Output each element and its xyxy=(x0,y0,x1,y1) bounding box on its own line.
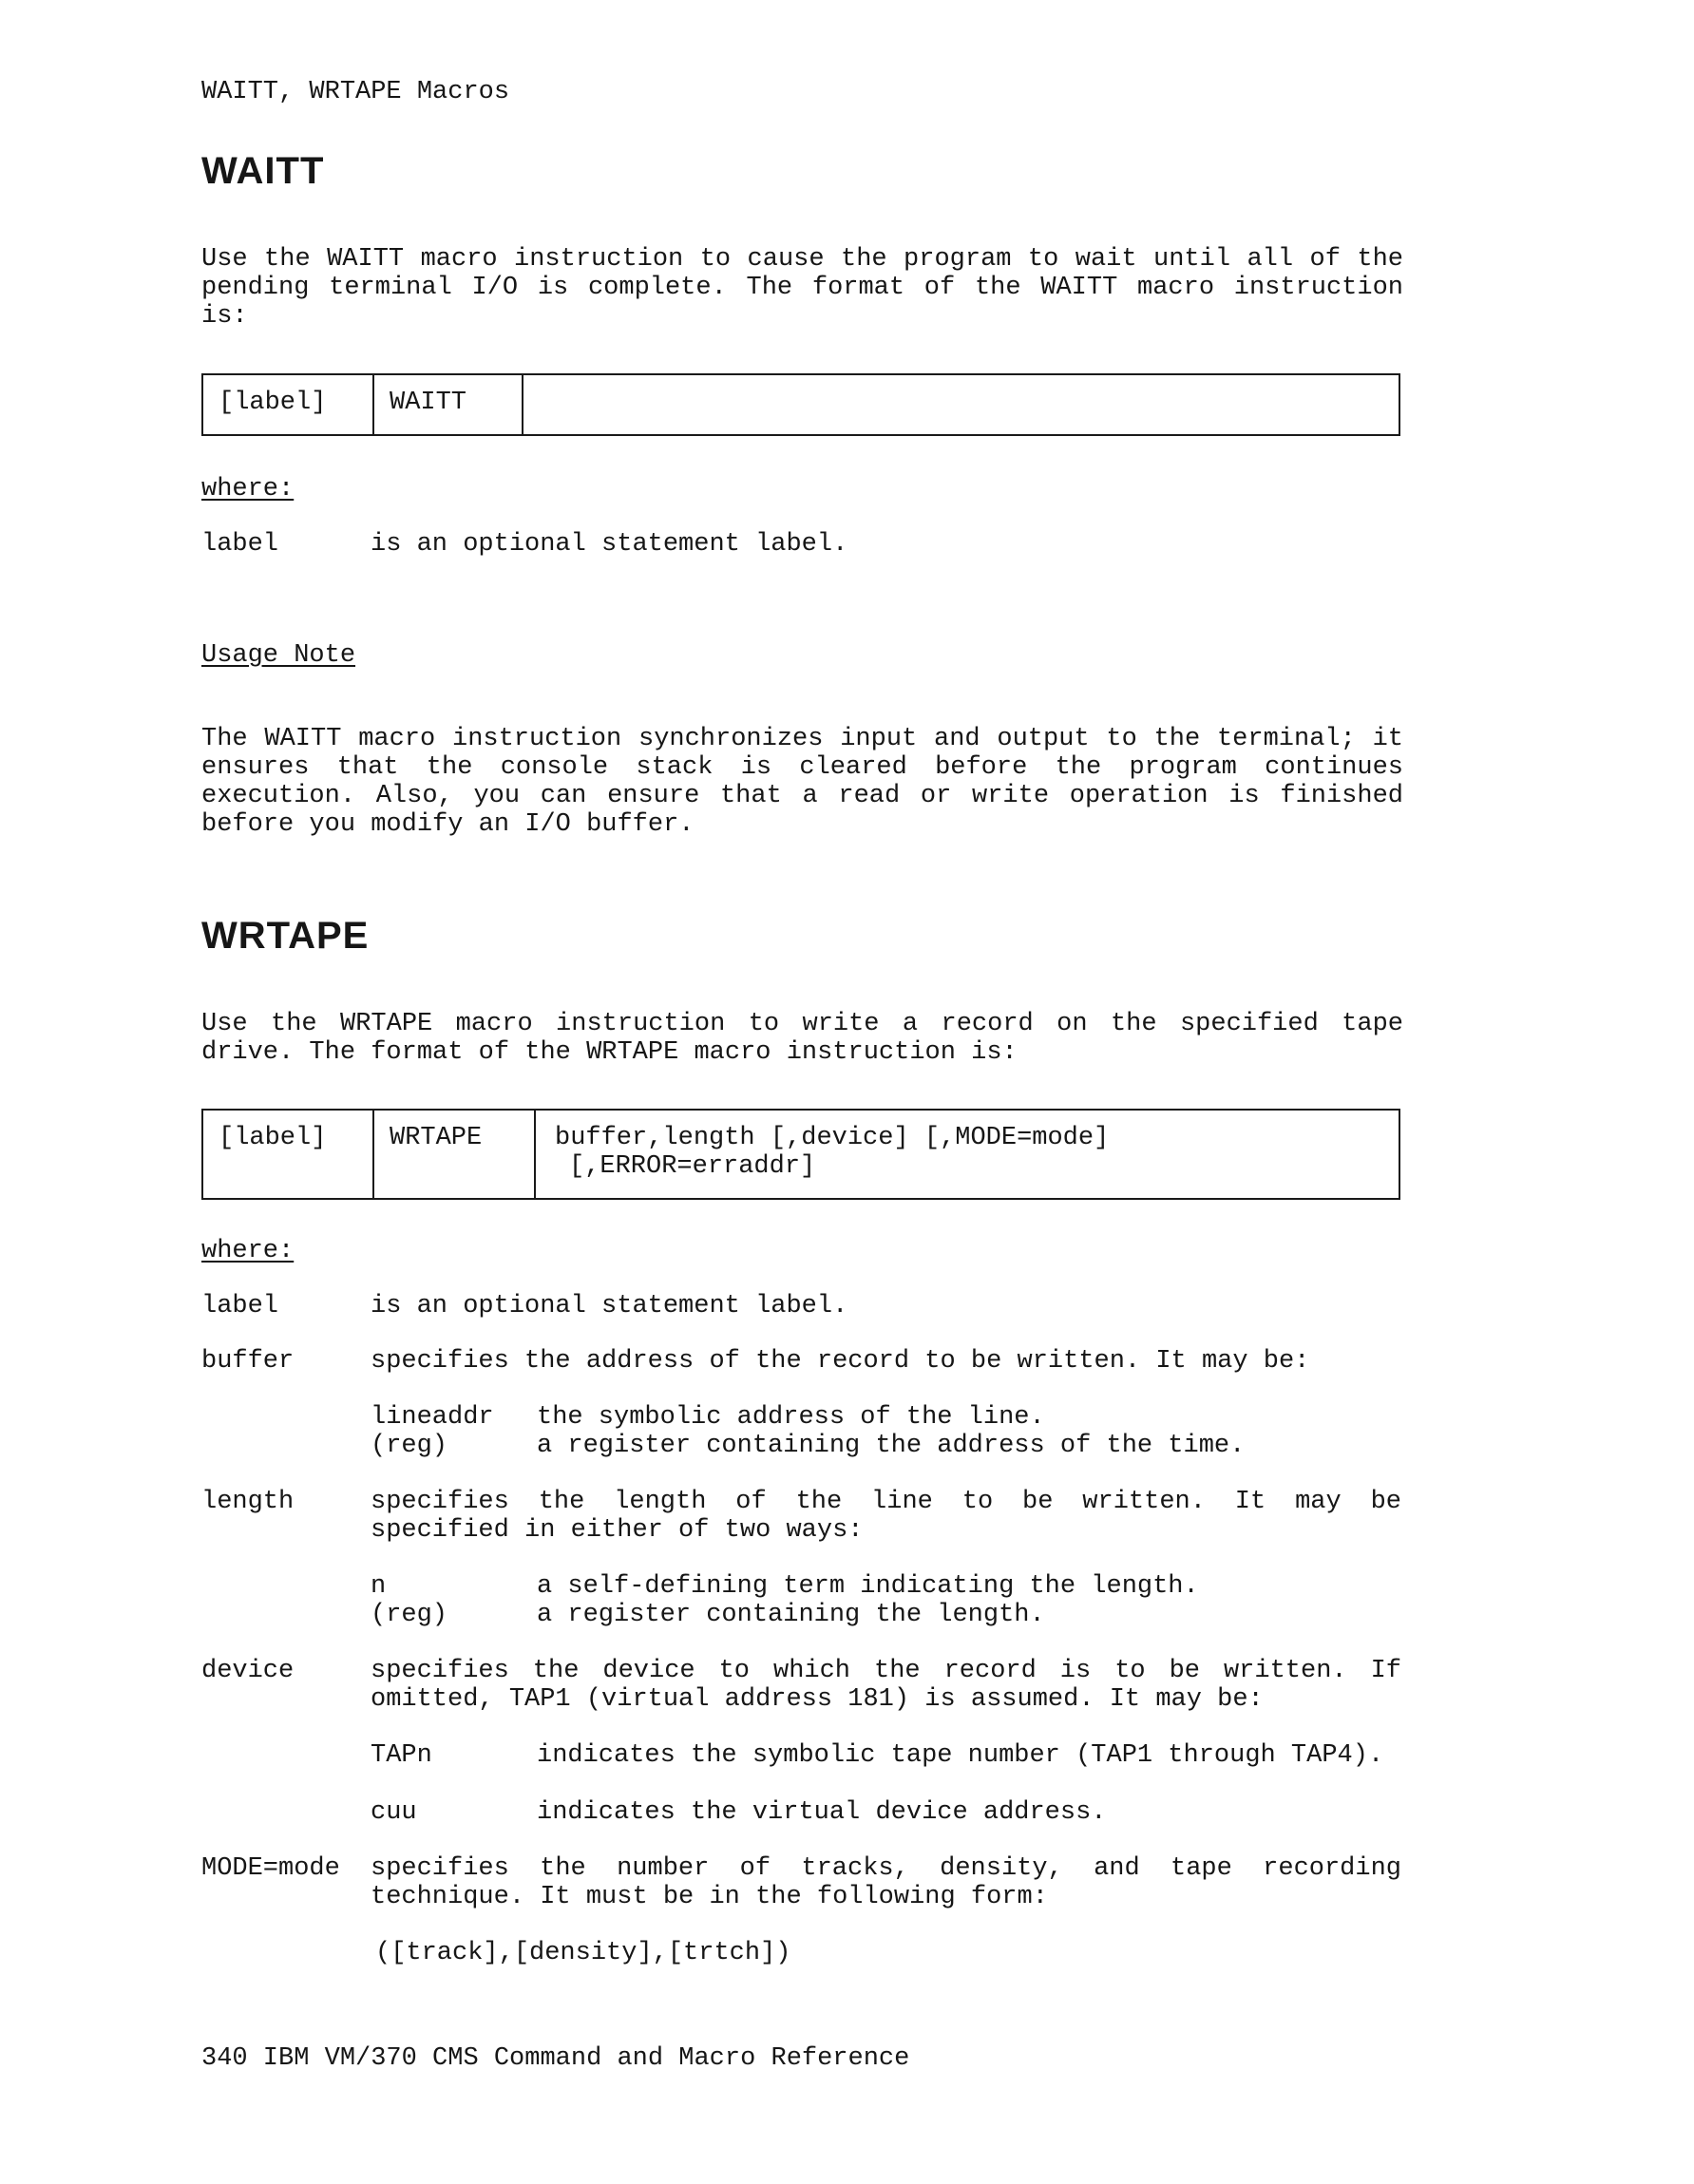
wrtape-syntax-operands-2: [,ERROR=erraddr] xyxy=(569,1152,816,1181)
wrtape-length-term: length xyxy=(201,1488,295,1516)
wrtape-mode-desc: specifies the number of tracks, density, and tape recording technique. It must be in the following form: xyxy=(371,1854,1401,1911)
wrtape-device-sub-term: cuu xyxy=(371,1798,417,1827)
running-head: WAITT, WRTAPE Macros xyxy=(201,78,510,106)
wrtape-mode-term: MODE=mode xyxy=(201,1854,340,1883)
wrtape-buffer-sub-term: lineaddr xyxy=(371,1403,494,1432)
wrtape-buffer-sub-term: (reg) xyxy=(371,1432,448,1460)
waitt-syntax-op: WAITT xyxy=(390,389,467,417)
wrtape-mode-form: ([track],[density],[trtch]) xyxy=(375,1939,791,1967)
wrtape-label-desc: is an optional statement label. xyxy=(371,1292,848,1320)
wrtape-buffer-sub-desc: a register containing the address of the time. xyxy=(537,1432,1246,1460)
waitt-syntax-label: [label] xyxy=(219,389,327,417)
wrtape-syntax-operands-1: buffer,length [,device] [,MODE=mode] xyxy=(555,1124,1110,1152)
wrtape-device-sub-desc: indicates the symbolic tape number (TAP1 through TAP4). xyxy=(537,1741,1384,1770)
waitt-where: where: xyxy=(201,475,295,503)
waitt-syntax-box xyxy=(201,373,1400,436)
wrtape-intro: Use the WRTAPE macro instruction to write a record on the specified tape drive. The format of the WRTAPE macro instruction is: xyxy=(201,1010,1403,1067)
wrtape-length-sub-term: (reg) xyxy=(371,1601,448,1629)
syntax-divider xyxy=(522,375,523,434)
wrtape-length-sub-desc: a self-defining term indicating the length. xyxy=(537,1572,1199,1601)
syntax-divider xyxy=(372,375,374,434)
wrtape-length-sub-desc: a register containing the length. xyxy=(537,1601,1045,1629)
wrtape-heading: WRTAPE xyxy=(201,915,370,957)
usage-note-title: Usage Note xyxy=(201,641,356,670)
wrtape-buffer-sub-desc: the symbolic address of the line. xyxy=(537,1403,1045,1432)
waitt-intro: Use the WAITT macro instruction to cause the program to wait until all of the pending terminal I/O is complete. The format of the WAITT macro instruction is: xyxy=(201,245,1403,331)
waitt-heading: WAITT xyxy=(201,150,325,192)
syntax-divider xyxy=(534,1111,536,1198)
wrtape-buffer-term: buffer xyxy=(201,1347,295,1376)
wrtape-syntax-label: [label] xyxy=(219,1124,327,1152)
wrtape-device-desc: specifies the device to which the record is to be written. If omitted, TAP1 (virtual address 181) is assumed. It may be: xyxy=(371,1657,1401,1714)
wrtape-length-sub-term: n xyxy=(371,1572,387,1601)
wrtape-where: where: xyxy=(201,1237,295,1265)
page-footer: 340 IBM VM/370 CMS Command and Macro Reference xyxy=(201,2044,910,2073)
wrtape-buffer-desc: specifies the address of the record to be written. It may be: xyxy=(371,1347,1310,1376)
wrtape-device-term: device xyxy=(201,1657,295,1685)
waitt-param-label-term: label xyxy=(201,530,279,559)
wrtape-device-sub-term: TAPn xyxy=(371,1741,432,1770)
wrtape-length-desc: specifies the length of the line to be written. It may be specified in either of two ways: xyxy=(371,1488,1401,1545)
wrtape-syntax-op: WRTAPE xyxy=(390,1124,483,1152)
usage-note-text: The WAITT macro instruction synchronizes input and output to the terminal; it ensures that the console stack is cleared before the program continues execution. Also, you can ensure that a read or write operation is finished before you modify an I/O buffer. xyxy=(201,725,1403,839)
syntax-divider xyxy=(372,1111,374,1198)
wrtape-syntax-box xyxy=(201,1109,1400,1200)
wrtape-device-sub-desc: indicates the virtual device address. xyxy=(537,1798,1107,1827)
wrtape-label-term: label xyxy=(201,1292,279,1320)
waitt-param-label-desc: is an optional statement label. xyxy=(371,530,848,559)
